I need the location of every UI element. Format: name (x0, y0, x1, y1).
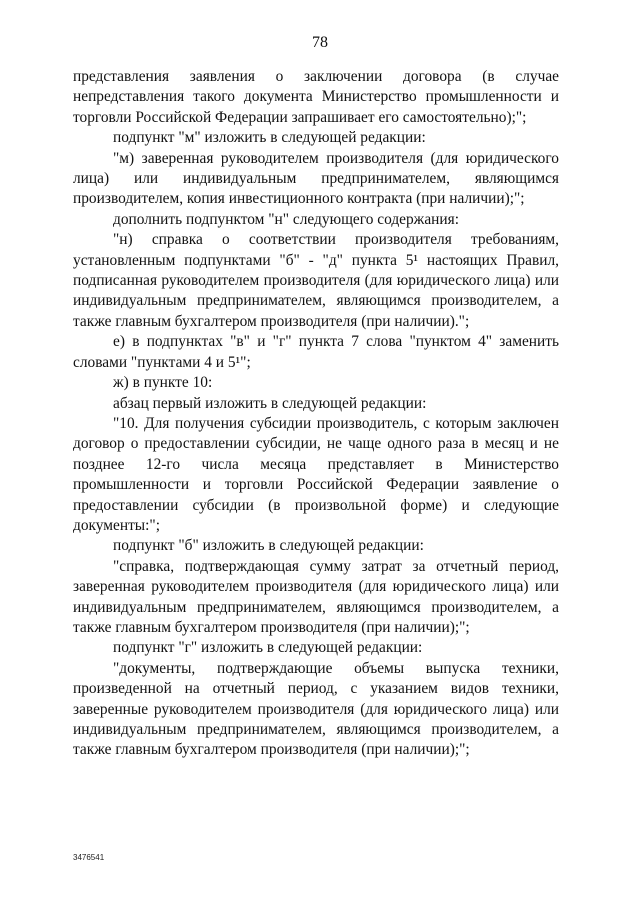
document-code: 3476541 (73, 853, 105, 862)
paragraph-11: "справка, подтверждающая сумму затрат за отчетный период, заверенная руководителем производителя (для юридического лица) или индивидуальным предпринимателем, являющимся производителем, а также главным бухгалтером производителя (при наличии);"; (73, 557, 559, 636)
paragraph-5: "н) справка о соответствии производителя требованиям, установленным подпунктами "б" - "д" пункта 5¹ настоящих Правил, подписанная руководителем производителя (для юридического лица) или индивидуальным предпринимателем, являющимся производителем, а также главным бухгалтером производителя (при наличии)."; (73, 231, 559, 330)
paragraph-2: подпункт "м" изложить в следующей редакции: (113, 129, 426, 147)
paragraph-8: абзац первый изложить в следующей редакции: (113, 394, 427, 412)
paragraph-12: подпункт "г" изложить в следующей редакции: (113, 639, 423, 657)
paragraph-9: "10. Для получения субсидии производитель, с которым заключен договор о предоставлении субсидии, не чаще одного раза в месяц и не позднее 12-го числа месяца представляет в Министерство промышленности и торговли Российской Федерации заявление о предоставлении субсидии (в произвольной форме) и следующие документы:"; (73, 414, 559, 534)
paragraph-7: ж) в пункте 10: (113, 374, 213, 392)
page-number: 78 (312, 34, 328, 51)
paragraph-13: "документы, подтверждающие объемы выпуска техники, произведенной на отчетный период, с указанием видов техники, заверенные руководителем производителя (для юридического лица) или индивидуальным предпринимателем, являющимся производителем, а также главным бухгалтером производителя (при наличии);"; (73, 659, 559, 759)
paragraph-10: подпункт "б" изложить в следующей редакции: (113, 537, 424, 555)
document-body (73, 67, 559, 761)
paragraph-4: дополнить подпунктом "н" следующего содержания: (113, 210, 459, 228)
paragraph-1: представления заявления о заключении договора (в случае непредставления такого документа Министерство промышленности и торговли Российской Федерации запрашивает его самостоятельно);"; (73, 68, 559, 126)
paragraph-3: "м) заверенная руководителем производителя (для юридического лица) или индивидуальным предпринимателем, являющимся производителем, копия инвестиционного контракта (при наличии);"; (73, 149, 559, 208)
paragraph-6: е) в подпунктах "в" и "г" пункта 7 слова "пунктом 4" заменить словами "пунктами 4 и 5¹"; (73, 333, 559, 371)
